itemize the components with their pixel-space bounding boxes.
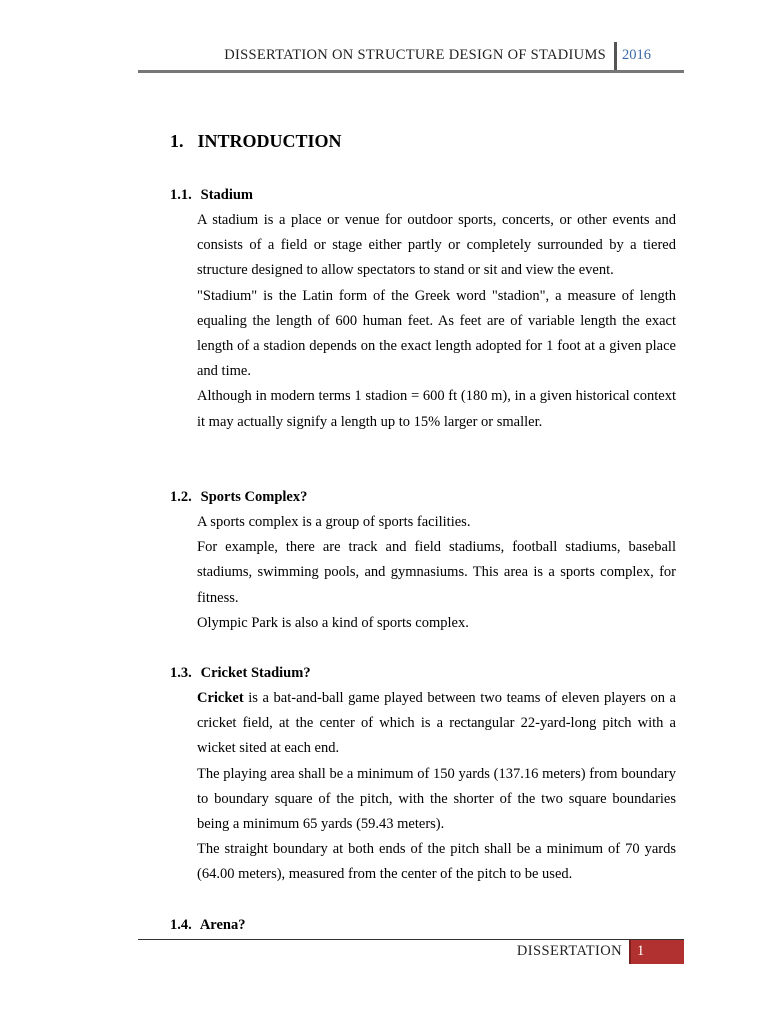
section-heading-stadium	[170, 187, 253, 204]
section-body-stadium	[197, 208, 676, 435]
section-number: 1.2.	[170, 489, 192, 505]
section-number: 1.3.	[170, 665, 192, 681]
paragraph: "Stadium" is the Latin form of the Greek word "stadion", a measure of length equaling the length of 600 human feet. As feet are of variable length the exact length of a stadion depends on the exact length adopted for 1 foot at a given place and time.	[197, 287, 676, 380]
paragraph: Olympic Park is also a kind of sports complex.	[197, 614, 469, 631]
section-title: Sports Complex?	[200, 489, 308, 505]
section-number: 1.4.	[170, 917, 192, 933]
section-title: Stadium	[200, 187, 254, 203]
paragraph: A stadium is a place or venue for outdoor sports, concerts, or other events and consists of a field or stage either partly or completely surrounded by a tiered structure designed to allow spectators to stand or sit and view the event.	[197, 212, 676, 279]
chapter-heading	[170, 131, 342, 152]
paragraph: The straight boundary at both ends of the pitch shall be a minimum of 70 yards (64.00 meters), measured from the center of the pitch to be used.	[197, 841, 676, 883]
paragraph: For example, there are track and field stadiums, football stadiums, baseball stadiums, swimming pools, and gymnasiums. This area is a sports complex, for fitness.	[197, 539, 676, 606]
section-number: 1.1.	[170, 187, 192, 203]
header-rule	[138, 70, 684, 73]
section-heading-cricket-stadium	[170, 665, 311, 682]
paragraph: The playing area shall be a minimum of 150 yards (137.16 meters) from boundary to boundary square of the pitch, with the shorter of the two square boundaries being a minimum 65 yards (59.43 meters).	[197, 765, 676, 833]
paragraph: A sports complex is a group of sports facilities.	[197, 514, 471, 530]
section-heading-arena	[170, 917, 245, 934]
chapter-number: 1.	[170, 131, 184, 151]
chapter-title: INTRODUCTION	[197, 131, 342, 151]
bold-term: Cricket	[197, 690, 244, 706]
footer-separator	[629, 940, 631, 964]
section-heading-sports-complex	[170, 489, 307, 506]
footer-rule	[138, 939, 684, 940]
running-header-year: 2016	[622, 47, 651, 63]
page-number: 1	[637, 943, 645, 959]
paragraph	[197, 686, 676, 762]
paragraph-text: is a bat-and-ball game played between two teams of eleven players on a cricket field, at the center of which is a rectangular 22-yard-long pitch with a wicket sited at each end.	[197, 690, 676, 757]
section-title: Cricket Stadium?	[200, 665, 311, 681]
section-body-sports-complex	[197, 510, 676, 636]
section-title: Arena?	[199, 917, 246, 933]
running-header-title: DISSERTATION ON STRUCTURE DESIGN OF STADIUMS	[224, 47, 606, 63]
section-body-cricket-stadium	[197, 686, 676, 888]
paragraph: Although in modern terms 1 stadion = 600 ft (180 m), in a given historical context it may actually signify a length up to 15% larger or smaller.	[197, 388, 676, 430]
footer-label: DISSERTATION	[516, 943, 622, 959]
header-separator	[614, 42, 617, 72]
